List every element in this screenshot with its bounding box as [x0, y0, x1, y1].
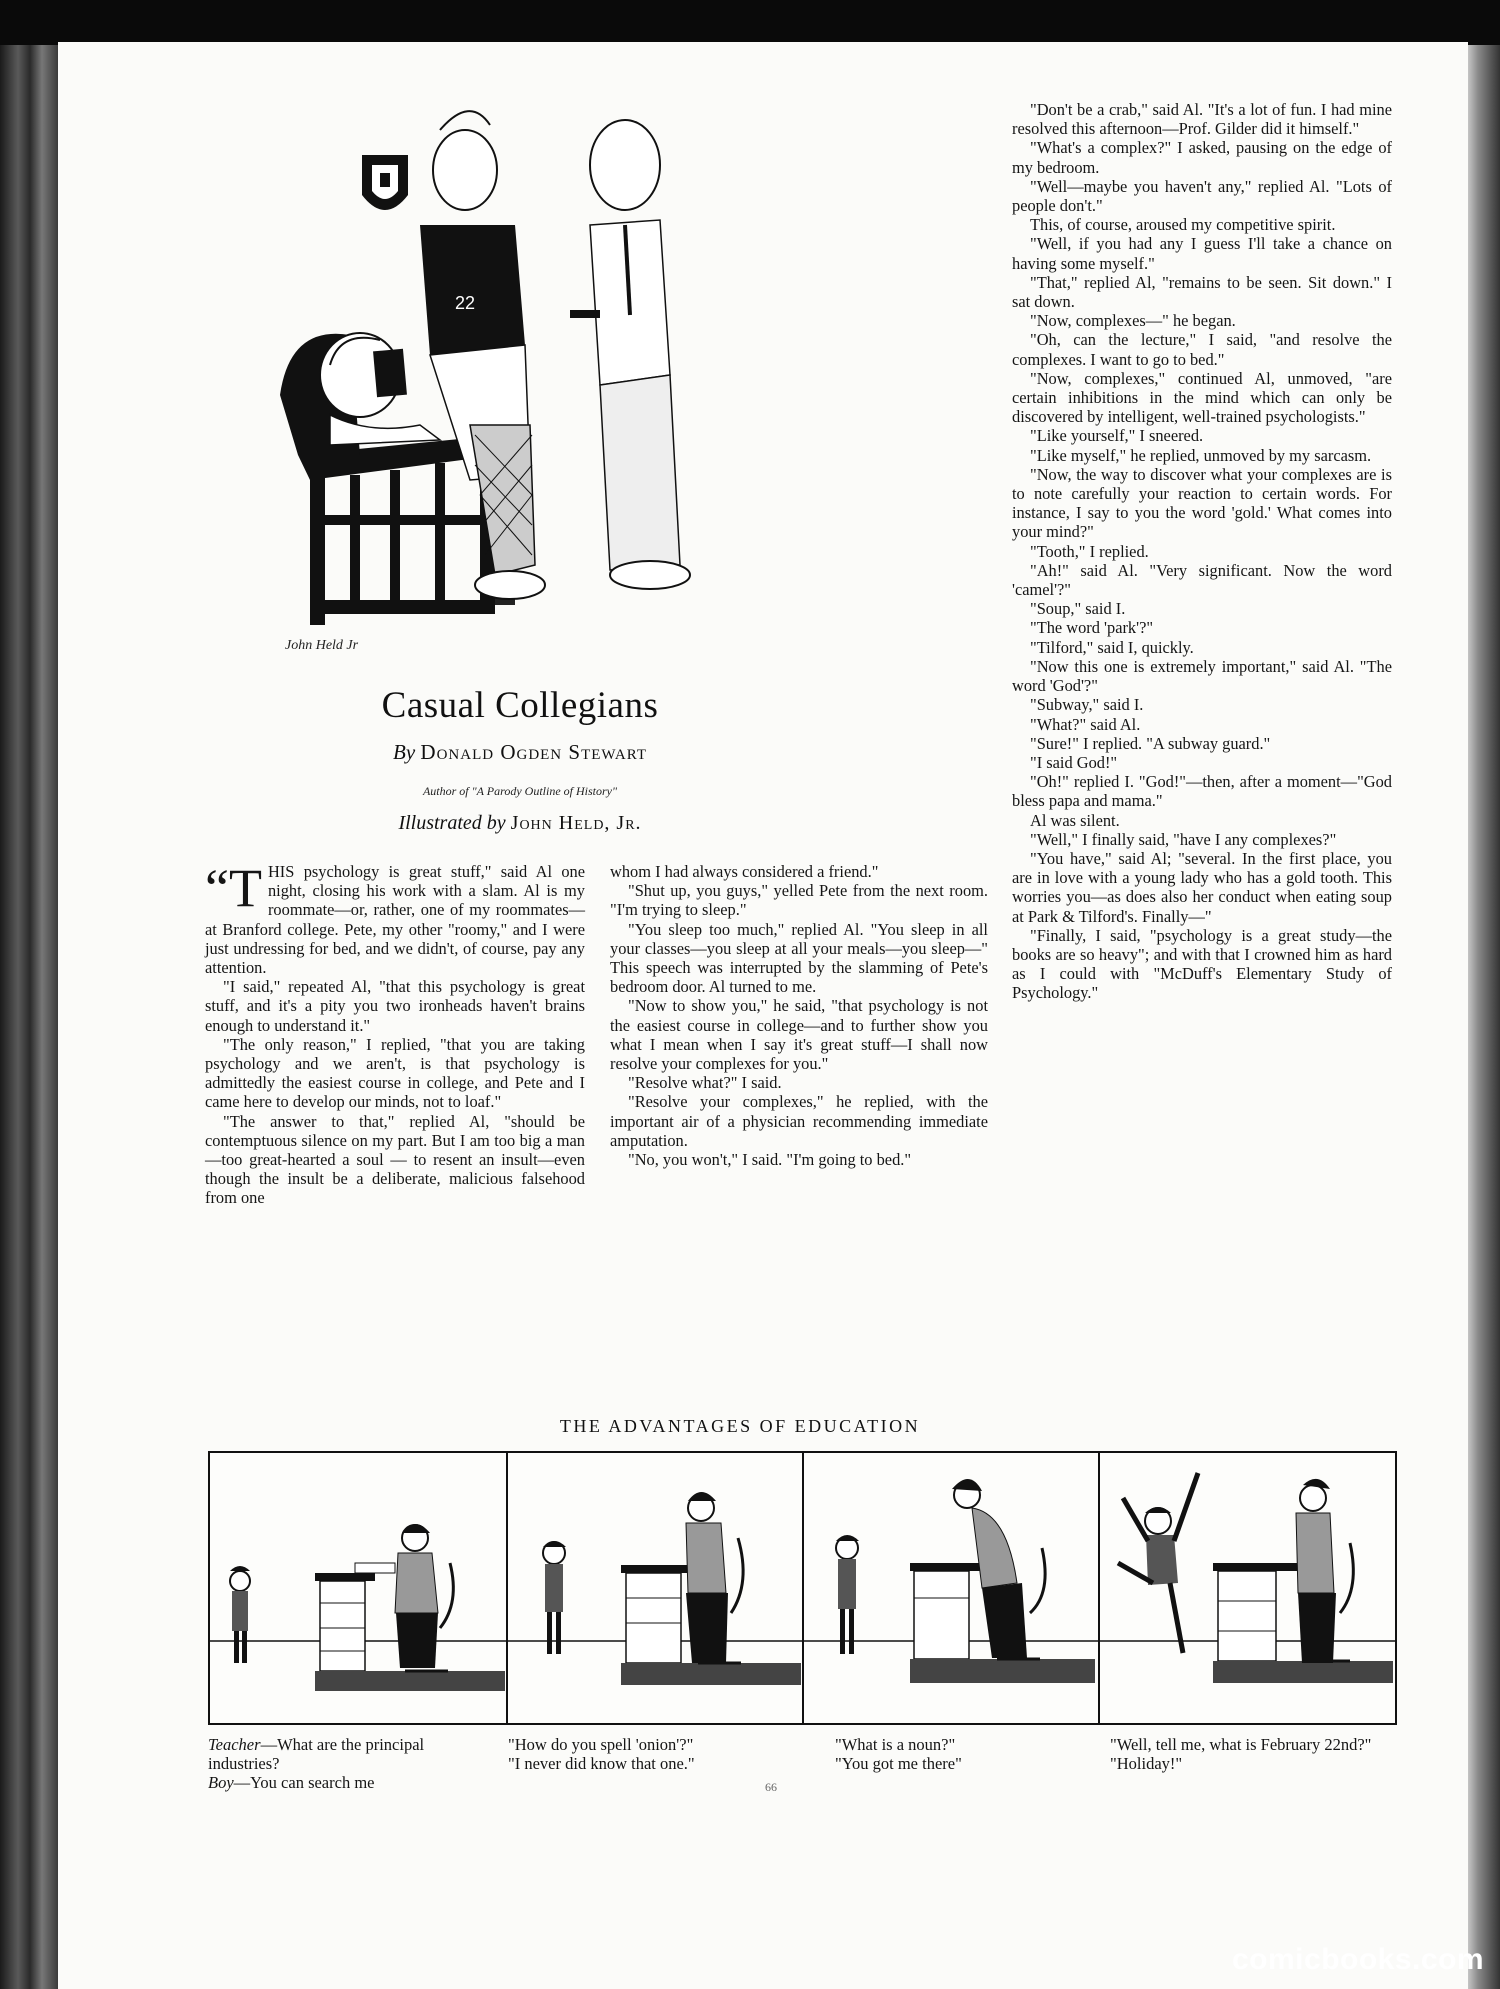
paragraph: "Soup," said I. [1030, 599, 1126, 619]
paragraph: "What?" said Al. [1030, 714, 1141, 734]
caption-speaker: Teacher [208, 1735, 261, 1754]
paragraph: "Shut up, you guys," yelled Pete from the next room. "I'm trying to sleep." [610, 881, 988, 920]
paragraph: whom I had always considered a friend." [610, 862, 879, 881]
paragraph: "Now this one is extremely important," said Al. "The word 'God'?" [1012, 656, 1392, 696]
caption-line: "Well, tell me, what is February 22nd?" [1110, 1735, 1372, 1754]
article-title: Casual Collegians [381, 685, 659, 726]
paragraph: "Sure!" I replied. "A subway guard." [1030, 733, 1271, 753]
paragraph: "Tooth," I replied. [1030, 541, 1149, 561]
illustrator-name: John Held, Jr. [510, 812, 642, 834]
article-column-3 [1012, 100, 1392, 1003]
boy-figure [230, 1566, 250, 1663]
paragraph: "You have," said Al; "several. In the first place, you are in love with a young lady who has a gold tooth. This worries you—as does also her conduct when eating soup at Park & Tilford's. Finally—" [1012, 848, 1392, 926]
header-illustration [270, 95, 760, 655]
drop-cap [205, 858, 262, 918]
drop-cap-letter: T [228, 858, 262, 918]
man-with-pipe [570, 120, 690, 589]
page-right-edge [1464, 45, 1500, 1989]
comic-caption-3 [835, 1735, 1055, 1773]
paragraph: "You sleep too much," replied Al. "You sleep in all your classes—you sleep at all your meals—you sleep—" This speech was interrupted by the slamming of Pete's bedroom door. Al turned to me. [610, 919, 988, 997]
page-number: 66 [765, 1780, 777, 1794]
comic-strip-title: THE ADVANTAGES OF EDUCATION [559, 1416, 921, 1436]
paragraph: "What's a complex?" I asked, pausing on the edge of my bedroom. [1012, 138, 1392, 177]
comic-panel-3 [802, 1453, 1100, 1723]
byline-by: By [393, 740, 416, 764]
paragraph: "Now to show you," he said, "that psychology is not the easiest course in college—and to further show you what I mean when I say it's great stuff—I shall now resolve your complexes for you." [610, 996, 988, 1074]
article-byline [300, 740, 740, 765]
byline-author: Donald Ogden Stewart [420, 740, 647, 764]
comic-panel-2 [506, 1453, 804, 1723]
comic-caption-2 [508, 1735, 768, 1773]
paragraph: "Well—maybe you haven't any," replied Al. "Lots of people don't." [1012, 176, 1392, 216]
paragraph: "Oh!" replied I. "God!"—then, after a moment—"God bless papa and mama." [1012, 772, 1392, 811]
comic-panel-1 [210, 1453, 508, 1723]
comic-strip [208, 1451, 1397, 1725]
caption-line: —What are the principal industries? [208, 1735, 425, 1773]
caption-line: —You can search me [233, 1773, 375, 1792]
paragraph: "That," replied Al, "remains to be seen. Sit down." I sat down. [1012, 272, 1392, 312]
paragraph: "No, you won't," I said. "I'm going to bed." [628, 1150, 912, 1170]
site-watermark: comicbooks.com [1232, 1943, 1485, 1976]
article-column-2 [610, 862, 988, 1169]
paragraph: "Well," I finally said, "have I any complexes?" [1030, 829, 1337, 849]
book-binding [0, 45, 60, 1989]
paragraph: "Subway," said I. [1030, 695, 1144, 715]
caption-line: "How do you spell 'onion'?" [508, 1735, 694, 1754]
paragraph: "The answer to that," replied Al, "should be contemptuous silence on my part. But I am too big a man—too great-hearted a soul — to resent an insult—even though the insult be a deliberate, malicious falsehood from one [205, 1111, 585, 1208]
paragraph: "Don't be a crab," said Al. "It's a lot of fun. I had mine resolved this afternoon—Prof. Gilder did it himself." [1012, 100, 1392, 139]
jumping-boy [1118, 1473, 1198, 1653]
caption-line: "Holiday!" [1110, 1754, 1183, 1773]
paragraph: "Now, complexes—" he began. [1030, 311, 1236, 331]
comic-caption-1 [208, 1735, 473, 1792]
jersey-number: 22 [455, 293, 476, 313]
paragraph: "Oh, can the lecture," I said, "and resolve the complexes. I want to go to bed." [1012, 330, 1392, 369]
paragraph: "Well, if you had any I guess I'll take a chance on having some myself." [1012, 234, 1392, 273]
author-credit: Author of "A Parody Outline of History" [422, 784, 618, 798]
caption-line: "You got me there" [835, 1754, 962, 1773]
paragraph: Al was silent. [1030, 810, 1120, 830]
drop-cap-quote: “ [205, 858, 229, 918]
comic-caption-4 [1110, 1735, 1400, 1773]
paragraph-text: HIS psychology is great stuff," said Al one night, closing his work with a slam. Al is my roommate—or, rather, one of my roommates—at Branford college. Pete, my other "roomy," and I were just undressing for bed, and we didn't, of course, pay any attention. [205, 862, 585, 978]
paragraph: This, of course, aroused my competitive spirit. [1030, 215, 1336, 235]
paragraph: "Now, complexes," continued Al, unmoved, "are certain inhibitions in the mind which can only be discovered by intelligent, well-trained psychologists." [1012, 368, 1392, 427]
paragraph: "The word 'park'?" [1030, 618, 1154, 638]
caption-line: "What is a noun?" [835, 1735, 956, 1754]
paragraph: "Ah!" said Al. "Very significant. Now the word 'camel'?" [1012, 560, 1392, 600]
illustrator-credit [300, 812, 740, 835]
paragraph: "Like yourself," I sneered. [1030, 426, 1204, 446]
illustrated-by-label: Illustrated by [398, 812, 506, 834]
comic-panel-4 [1098, 1453, 1395, 1723]
paragraph [205, 858, 585, 978]
boy-figure [543, 1541, 566, 1654]
paragraph: "Tilford," said I, quickly. [1030, 637, 1194, 657]
paragraph: "Finally, I said, "psychology is a great study—the books are so heavy"; and with that I crowned him as hard as I could with "McDuff's Elementary Study of Psychology." [1012, 925, 1392, 1003]
illustrator-signature: John Held Jr [285, 638, 359, 653]
college-crest-icon [362, 155, 408, 210]
seated-student [320, 333, 440, 445]
paragraph: "Resolve your complexes," he replied, with the important air of a physician recommending immediate amputation. [610, 1092, 988, 1150]
paragraph: "Resolve what?" I said. [628, 1073, 782, 1093]
boy-figure [836, 1535, 859, 1654]
caption-line: "I never did know that one." [508, 1754, 695, 1773]
paragraph: "Now, the way to discover what your complexes are is to note carefully your reaction to certain words. For instance, I say to you the word 'gold.' What comes into your mind?" [1012, 464, 1392, 542]
teacher-figure [686, 1492, 728, 1663]
caption-speaker: Boy [208, 1773, 234, 1792]
paragraph: "The only reason," I replied, "that you are taking psychology and we aren't, is that psychology is admittedly the easiest course in college, and Pete and I came here to develop our minds, not to loaf." [205, 1034, 585, 1112]
paragraph: "Like myself," he replied, unmoved by my sarcasm. [1030, 445, 1372, 465]
paragraph: "I said," repeated Al, "that this psychology is great stuff, and it's a pity you two ironheads haven't brains enough to understand it." [205, 977, 585, 1035]
paragraph: "I said God!" [1030, 752, 1118, 772]
scan-top-border [0, 0, 1500, 45]
article-column-1 [205, 858, 585, 1208]
